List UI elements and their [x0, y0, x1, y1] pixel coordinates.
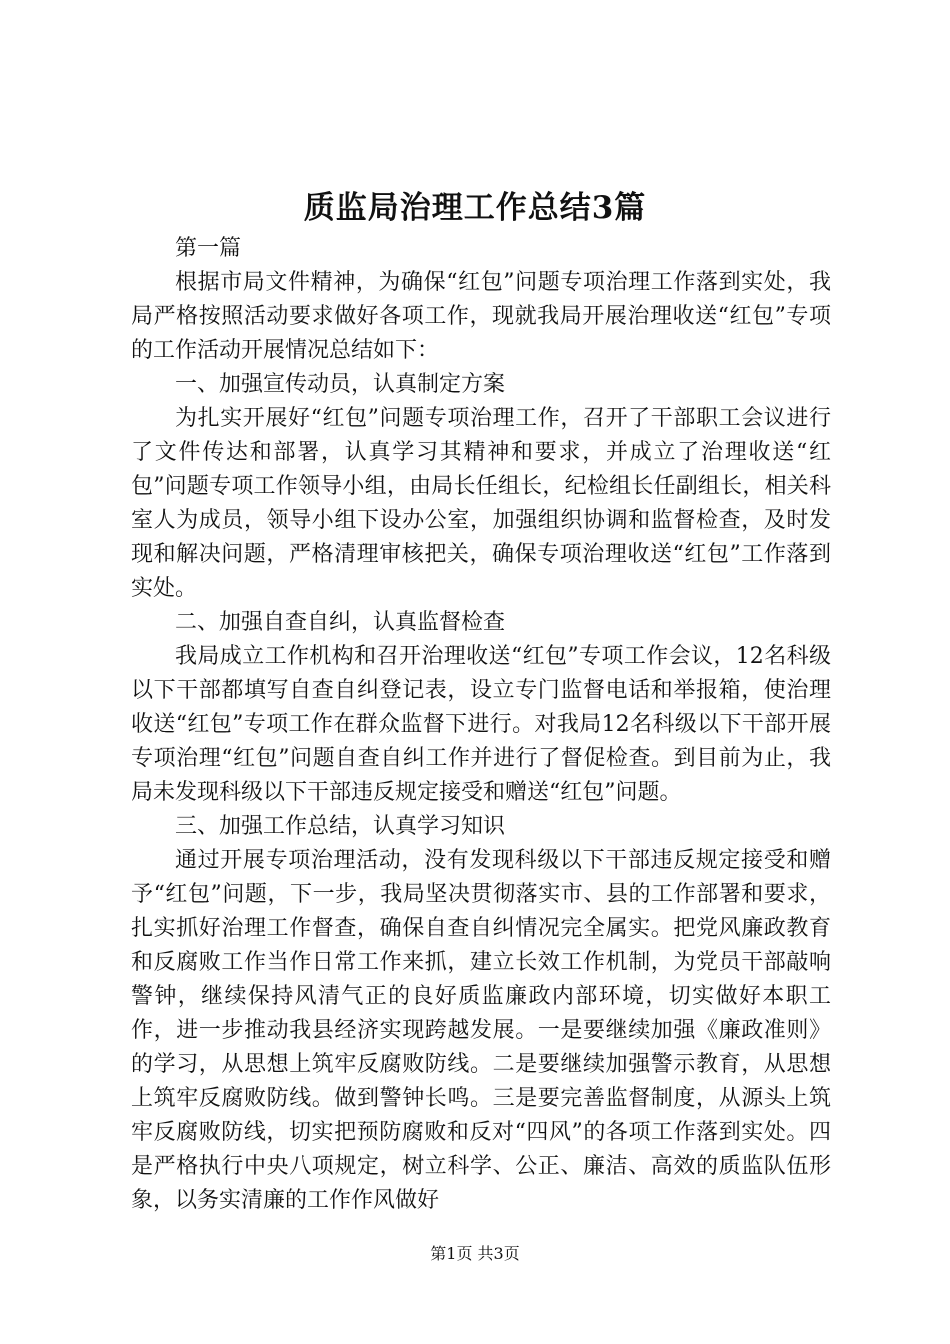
section-3-paragraph: 通过开展专项治理活动，没有发现科级以下干部违反规定接受和赠予“红包”问题，下一步，我局坚决贯彻落实市、县的工作部署和要求，扎实抓好治理工作督查，确保自查自纠情况完全属实。把党风廉政教育和反腐败工作当作日常工作来抓，建立长效工作机制，为党员干部敲响警钟，继续保持风清气正的良好质监廉政内部环境，切实做好本职工作，进一步推动我县经济实现跨越发展。一是要继续加强《廉政准则》的学习，从思想上筑牢反腐败防线。二是要继续加强警示教育，从思想上筑牢反腐败防线。做到警钟长鸣。三是要完善监督制度，从源头上筑牢反腐败防线，切实把预防腐败和反对“四风”的各项工作落到实处。四是严格执行中央八项规定，树立科学、公正、廉洁、高效的质监队伍形象，以务实清廉的工作作风做好	[131, 848, 831, 1213]
section-2-paragraph: 我局成立工作机构和召开治理收送“红包”专项工作会议，12名科级以下干部都填写自查自纠登记表，设立专门监督电话和举报箱，使治理收送“红包”专项工作在群众监督下进行。对我局12名科级以下干部开展专项治理“红包”问题自查自纠工作并进行了督促检查。到目前为止，我局未发现科级以下干部违反规定接受和赠送“红包”问题。	[131, 644, 831, 805]
document-title: 质监局治理工作总结3篇	[303, 190, 647, 226]
section-heading-3: 三、加强工作总结，认真学习知识	[175, 814, 506, 839]
page-footer: 第1页 共3页	[430, 1244, 520, 1263]
document-body	[131, 232, 831, 1218]
section-heading-2: 二、加强自查自纠，认真监督检查	[175, 610, 506, 635]
section-heading-part-one: 第一篇	[175, 236, 242, 261]
section-1-paragraph: 为扎实开展好“红包”问题专项治理工作，召开了干部职工会议进行了文件传达和部署，认真学习其精神和要求，并成立了治理收送“红包”问题专项工作领导小组，由局长任组长，纪检组长任副组长，相关科室人为成员，领导小组下设办公室，加强组织协调和监督检查，及时发现和解决问题，严格清理审核把关，确保专项治理收送“红包”工作落到实处。	[131, 406, 831, 601]
intro-paragraph: 根据市局文件精神，为确保“红包”问题专项治理工作落到实处，我局严格按照活动要求做好各项工作，现就我局开展治理收送“红包”专项的工作活动开展情况总结如下：	[131, 270, 831, 363]
section-heading-1: 一、加强宣传动员，认真制定方案	[175, 372, 506, 397]
